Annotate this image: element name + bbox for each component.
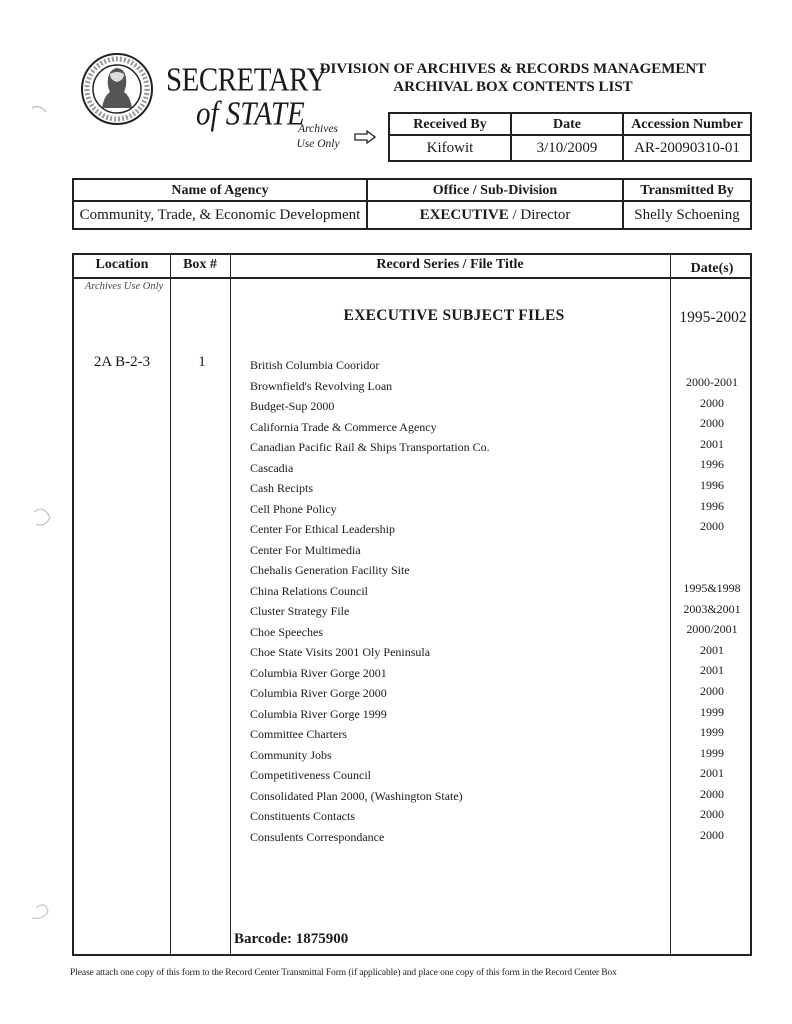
- file-title: Canadian Pacific Rail & Ships Transportation Co.: [250, 440, 490, 454]
- box-number-header: Box #: [183, 257, 217, 272]
- file-date: 2000: [700, 416, 724, 431]
- page-subtitle: ARCHIVAL BOX CONTENTS LIST: [393, 79, 633, 95]
- file-date: 1999: [700, 725, 724, 740]
- file-date: 2003&2001: [683, 601, 741, 616]
- dates-header: Date(s): [690, 261, 734, 276]
- state-seal-logo: [80, 52, 154, 126]
- file-date: 1996: [700, 457, 724, 472]
- series-dates: 1995-2002: [679, 309, 747, 326]
- location-value: 2A B-2-3: [93, 354, 151, 370]
- file-date: 2000: [700, 395, 724, 410]
- file-title: Center For Ethical Leadership: [250, 522, 395, 536]
- file-date: 2001: [700, 436, 724, 451]
- file-title: Brownfield's Revolving Loan: [250, 378, 393, 393]
- archives-use-line1: Archives: [298, 123, 338, 135]
- file-date: 2000: [700, 519, 724, 534]
- file-title: Columbia River Gorge 2001: [250, 665, 387, 680]
- file-date: 2001: [700, 663, 724, 678]
- file-title: British Columbia Cooridor: [250, 358, 380, 372]
- file-date: 1995&1998: [683, 580, 741, 595]
- file-date: [672, 540, 752, 561]
- file-title: Center For Multimedia: [250, 542, 361, 557]
- agency-name-label: Name of Agency: [73, 179, 367, 201]
- file-date: 1996: [700, 477, 724, 492]
- series-title: EXECUTIVE SUBJECT FILES: [343, 307, 565, 324]
- file-title: California Trade & Commerce Agency: [250, 419, 437, 434]
- transmitted-by-value: Shelly Schoening: [623, 201, 751, 229]
- file-date-list: [672, 375, 752, 849]
- archives-use-only-note: [290, 122, 346, 152]
- file-title: Cluster Strategy File: [250, 604, 350, 618]
- file-date: 2001: [700, 642, 724, 657]
- file-title: Consulents Correspondance: [250, 829, 385, 844]
- record-series-header: Record Series / File Title: [376, 257, 524, 272]
- file-date: 1999: [700, 745, 724, 760]
- file-title: Choe State Visits 2001 Oly Peninsula: [250, 645, 431, 659]
- file-date: 2000/2001: [686, 622, 738, 637]
- date-value: 3/10/2009: [511, 135, 623, 161]
- office-value: [367, 201, 623, 229]
- file-title: Choe Speeches: [250, 624, 323, 639]
- file-title: Chehalis Generation Facility Site: [250, 563, 410, 577]
- logo-of-state: of STATE: [196, 95, 305, 133]
- agency-table: [72, 178, 752, 230]
- divider: [670, 255, 671, 954]
- file-date: 1996: [700, 498, 724, 513]
- file-date: 2000: [700, 683, 724, 698]
- file-title: Cascadia: [250, 460, 294, 475]
- box-contents-table: [72, 253, 752, 956]
- logo-secretary: SECRETARY: [166, 61, 327, 99]
- file-title: Community Jobs: [250, 747, 332, 762]
- receipt-table: [388, 112, 752, 162]
- file-title: Constituents Contacts: [250, 809, 355, 823]
- header-divider: [74, 277, 750, 279]
- transmitted-by-label: Transmitted By: [623, 179, 751, 201]
- file-date: [672, 560, 752, 581]
- file-title: Competitiveness Council: [250, 768, 371, 782]
- file-date: 2000: [700, 786, 724, 801]
- file-title: Cash Recipts: [250, 481, 313, 495]
- box-number-value: 1: [198, 354, 206, 370]
- page-title: DIVISION OF ARCHIVES & RECORDS MANAGEMENT: [319, 61, 707, 77]
- file-title: China Relations Council: [250, 583, 368, 598]
- accession-label: Accession Number: [623, 113, 751, 135]
- file-title: Cell Phone Policy: [250, 501, 337, 516]
- scan-marks: [30, 100, 60, 960]
- barcode: Barcode: 1875900: [234, 931, 349, 947]
- file-title: Columbia River Gorge 2000: [250, 686, 387, 700]
- divider: [170, 255, 171, 954]
- file-date: 2000-2001: [686, 375, 738, 389]
- received-by-label: Received By: [389, 113, 511, 135]
- location-header: Location: [95, 257, 149, 272]
- footer-note: Please attach one copy of this form to the Record Center Transmittal Form (if applicable) and place one copy of this form in the Record Center Box: [70, 968, 617, 978]
- archives-use-only-label: Archives Use Only: [84, 281, 164, 292]
- accession-value: AR-20090310-01: [623, 135, 751, 161]
- file-title: Consolidated Plan 2000, (Washington State): [250, 788, 463, 803]
- file-date: 2001: [700, 766, 724, 781]
- received-by-value: Kifowit: [389, 135, 511, 161]
- archives-use-line2: Use Only: [296, 138, 340, 150]
- file-date: 2000: [700, 807, 724, 822]
- file-title: Columbia River Gorge 1999: [250, 706, 387, 721]
- arrow-right-icon: [354, 130, 376, 144]
- office-strong: EXECUTIVE: [419, 206, 509, 223]
- file-title-list: [250, 358, 490, 850]
- file-date: 2000: [700, 828, 724, 843]
- date-label: Date: [511, 113, 623, 135]
- file-title: Budget-Sup 2000: [250, 399, 335, 413]
- office-rest: / Director: [508, 206, 571, 223]
- office-label: Office / Sub-Division: [367, 179, 623, 201]
- file-title: Committee Charters: [250, 727, 347, 741]
- file-date: 1999: [700, 704, 724, 719]
- agency-name-value: Community, Trade, & Economic Development: [73, 201, 367, 229]
